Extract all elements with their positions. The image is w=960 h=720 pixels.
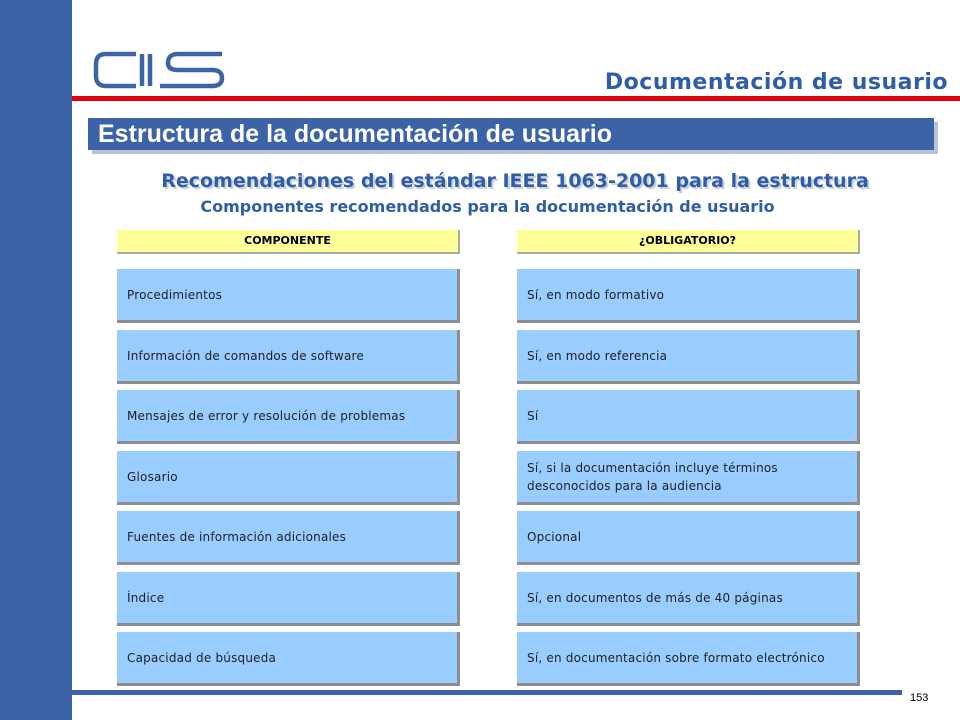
mandatory-cell: Sí, en modo formativo	[517, 269, 860, 323]
subtitle: Recomendaciones del estándar IEEE 1063-2001 para la estructura	[161, 170, 869, 192]
mandatory-cell: Sí, en modo referencia	[517, 330, 860, 384]
mandatory-cell: Sí	[517, 390, 860, 444]
header-divider	[72, 96, 960, 101]
component-cell: Mensajes de error y resolución de problemas	[117, 390, 460, 444]
cis-logo	[92, 50, 226, 90]
section-title: Documentación de usuario	[604, 70, 948, 95]
component-cell: Fuentes de información adicionales	[117, 511, 460, 565]
component-cell: Índice	[117, 572, 460, 626]
column-header-component: COMPONENTE	[117, 230, 460, 254]
component-cell: Procedimientos	[117, 269, 460, 323]
component-cell: Información de comandos de software	[117, 330, 460, 384]
mandatory-cell: Sí, en documentos de más de 40 páginas	[517, 572, 860, 626]
footer-divider	[72, 690, 902, 695]
left-brand-bar	[0, 0, 72, 720]
mandatory-cell: Opcional	[517, 511, 860, 565]
column-header-mandatory: ¿OBLIGATORIO?	[517, 230, 860, 254]
page-number: 153	[910, 692, 929, 704]
slide-title: Estructura de la documentación de usuario	[98, 120, 613, 148]
mandatory-cell: Sí, en documentación sobre formato electrónico	[517, 632, 860, 686]
component-cell: Capacidad de búsqueda	[117, 632, 460, 686]
mandatory-cell: Sí, si la documentación incluye términos desconocidos para la audiencia	[517, 451, 860, 505]
component-cell: Glosario	[117, 451, 460, 505]
slide-title-bar	[88, 118, 934, 150]
subtitle-secondary: Componentes recomendados para la documentación de usuario	[200, 197, 775, 216]
